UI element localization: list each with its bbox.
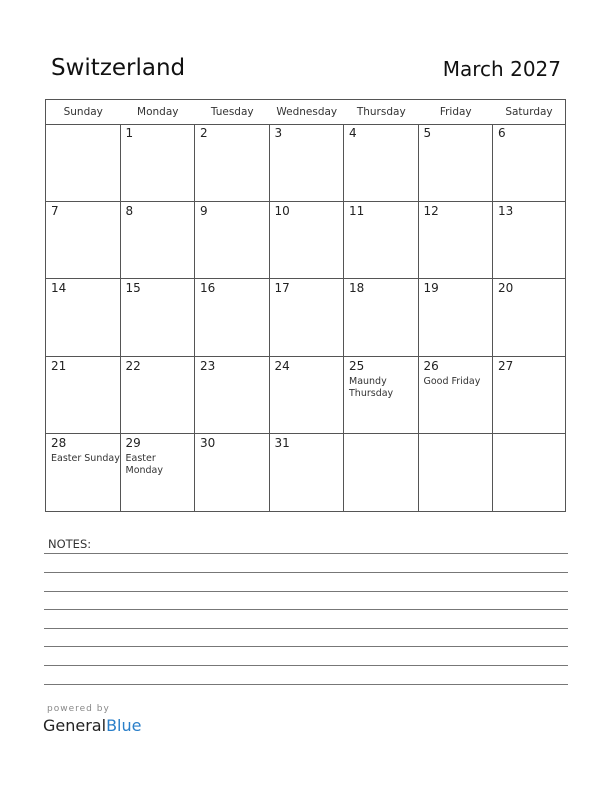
notes-label: NOTES: bbox=[48, 537, 92, 551]
note-line bbox=[44, 646, 568, 647]
day-number: 13 bbox=[498, 203, 514, 218]
day-cell bbox=[270, 357, 345, 435]
weekday-tuesday: Tuesday bbox=[210, 106, 254, 118]
day-cell bbox=[493, 124, 565, 202]
day-cell bbox=[195, 279, 270, 357]
day-number: 27 bbox=[498, 358, 514, 373]
day-number: 6 bbox=[498, 126, 506, 140]
day-cell bbox=[419, 357, 494, 435]
day-number: 28 bbox=[51, 436, 67, 451]
day-cell bbox=[493, 434, 565, 512]
day-cell bbox=[344, 279, 419, 357]
calendar-grid bbox=[45, 99, 566, 512]
note-line bbox=[44, 591, 568, 592]
day-cell bbox=[344, 202, 419, 280]
day-cell bbox=[419, 279, 494, 357]
day-number: 18 bbox=[349, 281, 365, 296]
day-cell bbox=[195, 357, 270, 435]
day-cell bbox=[121, 124, 196, 202]
brand-blue: Blue bbox=[106, 716, 142, 735]
day-cell bbox=[121, 202, 196, 280]
holiday-label: Maundy Thursday bbox=[349, 375, 394, 399]
weekday-saturday: Saturday bbox=[505, 106, 553, 118]
note-line bbox=[44, 572, 568, 573]
day-cell bbox=[344, 357, 419, 435]
day-number: 21 bbox=[51, 358, 67, 373]
country-title: Switzerland bbox=[51, 55, 186, 81]
month-title: March 2027 bbox=[442, 57, 561, 81]
day-cell bbox=[493, 357, 565, 435]
weekday-header-row bbox=[46, 100, 565, 125]
day-cell bbox=[419, 124, 494, 202]
brand-general: General bbox=[43, 716, 107, 735]
day-cell bbox=[270, 279, 345, 357]
day-cell bbox=[121, 279, 196, 357]
note-line bbox=[44, 609, 568, 610]
day-cell bbox=[493, 202, 565, 280]
day-number: 22 bbox=[125, 358, 141, 373]
day-number: 16 bbox=[200, 281, 216, 296]
day-number: 1 bbox=[125, 126, 134, 140]
day-number: 23 bbox=[200, 358, 216, 373]
day-number: 15 bbox=[125, 281, 141, 296]
day-number: 3 bbox=[274, 126, 283, 140]
day-number: 4 bbox=[349, 126, 357, 140]
note-line bbox=[44, 553, 568, 554]
day-cell bbox=[344, 434, 419, 512]
weekday-friday: Friday bbox=[439, 106, 472, 118]
day-cell bbox=[121, 434, 196, 512]
note-line bbox=[44, 684, 568, 685]
day-cell bbox=[270, 434, 345, 512]
day-number: 8 bbox=[125, 203, 134, 218]
note-line bbox=[44, 628, 568, 629]
day-cell bbox=[46, 357, 121, 435]
generalblue-logo bbox=[43, 716, 141, 735]
day-number: 30 bbox=[200, 436, 216, 451]
weekday-thursday: Thursday bbox=[356, 106, 406, 118]
day-cell bbox=[419, 202, 494, 280]
note-line bbox=[44, 665, 568, 666]
day-number: 11 bbox=[349, 203, 365, 218]
day-cell bbox=[270, 202, 345, 280]
holiday-label: Easter Sunday bbox=[51, 453, 120, 465]
day-number: 29 bbox=[125, 436, 141, 451]
day-number: 2 bbox=[200, 126, 208, 140]
day-cell bbox=[195, 124, 270, 202]
day-number: 7 bbox=[51, 203, 59, 218]
day-number: 14 bbox=[51, 281, 67, 296]
day-cell bbox=[195, 202, 270, 280]
day-number: 17 bbox=[274, 281, 290, 296]
day-number: 31 bbox=[274, 436, 290, 451]
day-cell bbox=[46, 279, 121, 357]
day-number: 10 bbox=[274, 203, 290, 218]
day-cell bbox=[270, 124, 345, 202]
powered-by-text: powered by bbox=[47, 704, 110, 714]
weekday-sunday: Sunday bbox=[63, 106, 103, 118]
day-number: 25 bbox=[349, 358, 365, 373]
day-number: 12 bbox=[423, 203, 439, 218]
day-number: 5 bbox=[423, 126, 432, 140]
weekday-wednesday: Wednesday bbox=[276, 106, 338, 118]
day-number: 9 bbox=[200, 203, 208, 218]
day-number: 20 bbox=[498, 281, 514, 296]
day-number: 19 bbox=[423, 281, 439, 296]
day-cell bbox=[195, 434, 270, 512]
day-cell bbox=[344, 124, 419, 202]
weekday-monday: Monday bbox=[137, 106, 179, 118]
day-cell bbox=[46, 124, 121, 202]
day-cell bbox=[121, 357, 196, 435]
day-cell bbox=[46, 434, 121, 512]
day-number: 26 bbox=[423, 358, 439, 373]
day-cell bbox=[419, 434, 494, 512]
holiday-label: Easter Monday bbox=[125, 453, 164, 477]
day-cell bbox=[493, 279, 565, 357]
holiday-label: Good Friday bbox=[423, 375, 481, 387]
day-cell bbox=[46, 202, 121, 280]
day-number: 24 bbox=[274, 358, 290, 373]
